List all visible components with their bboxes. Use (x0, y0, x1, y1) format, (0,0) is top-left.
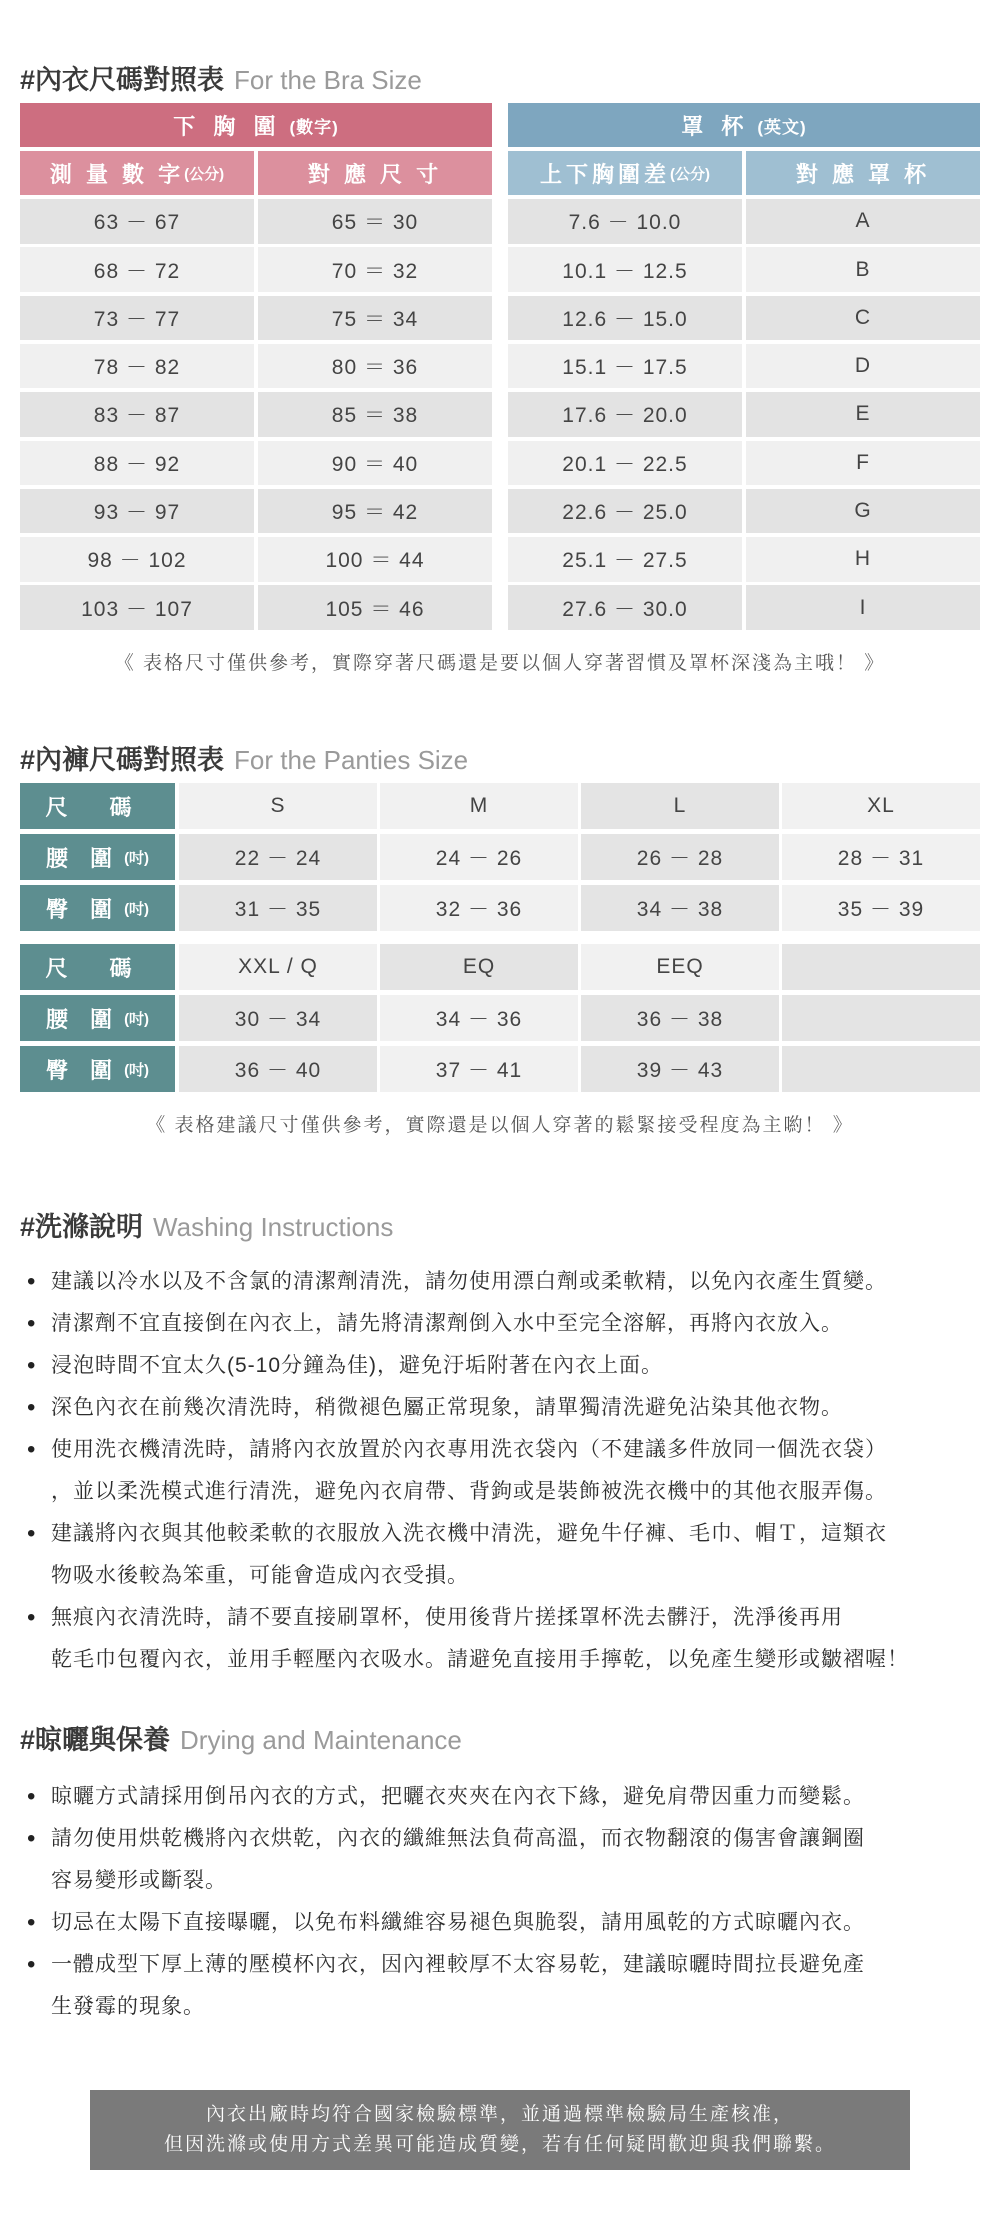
measure-col-header (20, 151, 254, 195)
footer-line-1: 內衣出廠時均符合國家檢驗標準，並通過標準檢驗局生產核准， (205, 2104, 794, 2125)
size-cell: 70 ＝ 32 (258, 247, 492, 292)
hip-label-unit: (吋) (124, 1061, 150, 1079)
measure-cell: 88 － 92 (20, 441, 254, 486)
cup-cell: C (746, 296, 980, 341)
measure-cell: 63 － 67 (20, 199, 254, 244)
drying-item-line: • 晾曬方式請採用倒吊內衣的方式，把曬衣夾夾在內衣下緣，避免肩帶因重力而變鬆。 (51, 1785, 865, 1808)
cup-header-label: 罩 杯 (681, 113, 750, 139)
bra-title: #內衣尺碼對照表 (20, 65, 225, 95)
waist-cell: 22 － 24 (179, 834, 377, 880)
measure-cell: 103 － 107 (20, 585, 254, 630)
waist-row-label (20, 834, 175, 880)
drying-section-title (20, 1718, 462, 1757)
size-cell: EEQ (581, 944, 779, 990)
washing-section-title (20, 1205, 393, 1244)
washing-item-line: • 深色內衣在前幾次清洗時，稍微褪色屬正常現象，請單獨清洗避免沾染其他衣物。 (51, 1396, 843, 1419)
size-col-header (258, 151, 492, 195)
difference-cell: 10.1 － 12.5 (508, 247, 742, 292)
waist-label-unit: (吋) (124, 1010, 150, 1028)
hip-label-text: 臀 圍 (45, 1057, 121, 1083)
hip-cell: 32 － 36 (380, 885, 578, 931)
cup-header (508, 103, 980, 147)
hip-cell: 35 － 39 (782, 885, 980, 931)
washing-item-line: ，並以柔洗模式進行清洗，避免內衣肩帶、背鉤或是裝飾被洗衣機中的其他衣服弄傷。 (51, 1480, 887, 1503)
cup-cell: E (746, 392, 980, 437)
hip-cell: 36 － 40 (179, 1046, 377, 1092)
difference-cell: 20.1 － 22.5 (508, 441, 742, 486)
footer-line-2: 但因洗滌或使用方式差異可能造成質變，若有任何疑問歡迎與我們聯繫。 (163, 2134, 836, 2155)
waist-label-text: 腰 圍 (45, 845, 121, 871)
washing-item-line: 乾毛巾包覆內衣，並用手輕壓內衣吸水。請避免直接用手擰乾，以免產生變形或皺褶喔！ (51, 1648, 909, 1671)
hip-label-text: 臀 圍 (45, 896, 121, 922)
hip-row-label (20, 1046, 175, 1092)
size-label-text: 尺 碼 (45, 955, 150, 981)
panties-title-en: For the Panties Size (234, 745, 469, 775)
measure-col-unit: (公分) (184, 165, 225, 183)
size-cell (782, 944, 980, 990)
drying-item-line: • 請勿使用烘乾機將內衣烘乾，內衣的纖維無法負荷高溫，而衣物翻滾的傷害會讓鋼圈 (51, 1827, 865, 1850)
size-row-label (20, 783, 175, 829)
size-cell: S (179, 783, 377, 829)
washing-title: #洗滌說明 (20, 1212, 144, 1242)
drying-item (25, 1776, 1000, 1818)
bra-section-title (20, 58, 422, 97)
size-cell: 75 ＝ 34 (258, 296, 492, 341)
panties-section-title (20, 738, 468, 777)
washing-item-line: 物吸水後較為笨重，可能會造成內衣受損。 (51, 1564, 469, 1587)
hip-cell (782, 1046, 980, 1092)
cup-cell: I (746, 585, 980, 630)
washing-item-line: • 建議將內衣與其他較柔軟的衣服放入洗衣機中清洗，避免牛仔褲、毛巾、帽Ｔ，這類衣 (51, 1522, 887, 1545)
drying-list (25, 1776, 1000, 2028)
cup-cell: B (746, 247, 980, 292)
size-cell: M (380, 783, 578, 829)
waist-cell: 26 － 28 (581, 834, 779, 880)
measure-cell: 68 － 72 (20, 247, 254, 292)
hip-label-unit: (吋) (124, 900, 150, 918)
hip-cell: 34 － 38 (581, 885, 779, 931)
difference-cell: 7.6 － 10.0 (508, 199, 742, 244)
bra-note: 《 表格尺寸僅供參考，實際穿著尺碼還是要以個人穿著習慣及罩杯深淺為主哦！ 》 (114, 653, 886, 674)
panties-note: 《 表格建議尺寸僅供參考，實際還是以個人穿著的鬆緊接受程度為主喲！ 》 (146, 1115, 854, 1136)
difference-cell: 22.6 － 25.0 (508, 489, 742, 534)
measure-cell: 73 － 77 (20, 296, 254, 341)
size-cell: 100 ＝ 44 (258, 537, 492, 582)
washing-item-line: • 清潔劑不宜直接倒在內衣上，請先將清潔劑倒入水中至完全溶解，再將內衣放入。 (51, 1312, 843, 1335)
drying-item (25, 1902, 1000, 1944)
cup-header-unit: (英文) (757, 117, 807, 137)
size-cell: EQ (380, 944, 578, 990)
washing-list (25, 1261, 1000, 1681)
waist-cell: 36 － 38 (581, 995, 779, 1041)
waist-cell: 28 － 31 (782, 834, 980, 880)
size-cell: 95 ＝ 42 (258, 489, 492, 534)
hip-cell: 31 － 35 (179, 885, 377, 931)
difference-cell: 25.1 － 27.5 (508, 537, 742, 582)
drying-item-line: • 切忌在太陽下直接曝曬，以免布料纖維容易褪色與脆裂，請用風乾的方式晾曬內衣。 (51, 1911, 865, 1934)
waist-cell: 30 － 34 (179, 995, 377, 1041)
difference-col-header (508, 151, 742, 195)
waist-cell (782, 995, 980, 1041)
cup-cell: D (746, 344, 980, 389)
waist-label-text: 腰 圍 (45, 1006, 121, 1032)
measure-cell: 83 － 87 (20, 392, 254, 437)
washing-item (25, 1345, 1000, 1387)
measure-cell: 98 － 102 (20, 537, 254, 582)
washing-item-line: • 浸泡時間不宜太久(5-10分鐘為佳)，避免汙垢附著在內衣上面。 (51, 1354, 664, 1377)
washing-item-line: • 建議以冷水以及不含氯的清潔劑清洗，請勿使用漂白劑或柔軟精，以免內衣產生質變。 (51, 1270, 887, 1293)
drying-title-en: Drying and Maintenance (180, 1725, 462, 1755)
size-cell: 80 ＝ 36 (258, 344, 492, 389)
bra-title-en: For the Bra Size (234, 65, 422, 95)
size-cell: 90 ＝ 40 (258, 441, 492, 486)
drying-item-line: • 一體成型下厚上薄的壓模杯內衣，因內裡較厚不太容易乾，建議晾曬時間拉長避免產 (51, 1953, 865, 1976)
measure-cell: 78 － 82 (20, 344, 254, 389)
washing-item (25, 1429, 1000, 1513)
difference-cell: 27.6 － 30.0 (508, 585, 742, 630)
cup-cell: G (746, 489, 980, 534)
size-row-label (20, 944, 175, 990)
waist-row-label (20, 995, 175, 1041)
difference-col-unit: (公分) (670, 165, 710, 183)
underbust-header (20, 103, 492, 147)
washing-item (25, 1261, 1000, 1303)
measure-col-label: 測 量 數 字 (49, 161, 185, 187)
difference-cell: 15.1 － 17.5 (508, 344, 742, 389)
washing-item (25, 1387, 1000, 1429)
size-col-label: 對 應 尺 寸 (307, 161, 443, 187)
drying-item (25, 1944, 1000, 2028)
waist-label-unit: (吋) (124, 849, 150, 867)
cup-cell: H (746, 537, 980, 582)
waist-cell: 24 － 26 (380, 834, 578, 880)
cup-cell: A (746, 199, 980, 244)
washing-item (25, 1303, 1000, 1345)
hip-row-label (20, 885, 175, 931)
washing-item-line: • 無痕內衣清洗時，請不要直接刷罩杯，使用後背片搓揉罩杯洗去髒汙，洗淨後再用 (51, 1606, 843, 1629)
waist-cell: 34 － 36 (380, 995, 578, 1041)
difference-cell: 17.6 － 20.0 (508, 392, 742, 437)
washing-item-line: • 使用洗衣機清洗時，請將內衣放置於內衣專用洗衣袋內（不建議多件放同一個洗衣袋） (51, 1438, 887, 1461)
size-cell: L (581, 783, 779, 829)
size-cell: 85 ＝ 38 (258, 392, 492, 437)
drying-title: #晾曬與保養 (20, 1725, 171, 1755)
washing-item (25, 1597, 1000, 1681)
drying-item-line: 容易變形或斷裂。 (51, 1869, 227, 1892)
measure-cell: 93 － 97 (20, 489, 254, 534)
hip-cell: 37 － 41 (380, 1046, 578, 1092)
difference-cell: 12.6 － 15.0 (508, 296, 742, 341)
cup-col-header (746, 151, 980, 195)
drying-item (25, 1818, 1000, 1902)
hip-cell: 39 － 43 (581, 1046, 779, 1092)
cup-cell: F (746, 441, 980, 486)
underbust-header-label: 下 胸 圍 (173, 113, 282, 139)
panties-title: #內褲尺碼對照表 (20, 745, 225, 775)
size-label-text: 尺 碼 (45, 794, 150, 820)
difference-col-label: 上下胸圍差 (539, 161, 670, 187)
size-cell: 105 ＝ 46 (258, 585, 492, 630)
cup-col-label: 對 應 罩 杯 (795, 161, 931, 187)
size-cell: XXL / Q (179, 944, 377, 990)
washing-item (25, 1513, 1000, 1597)
footer-notice (90, 2090, 910, 2170)
drying-item-line: 生發霉的現象。 (51, 1995, 205, 2018)
size-cell: 65 ＝ 30 (258, 199, 492, 244)
underbust-header-unit: (數字) (289, 117, 339, 137)
washing-title-en: Washing Instructions (153, 1212, 394, 1242)
size-cell: XL (782, 783, 980, 829)
